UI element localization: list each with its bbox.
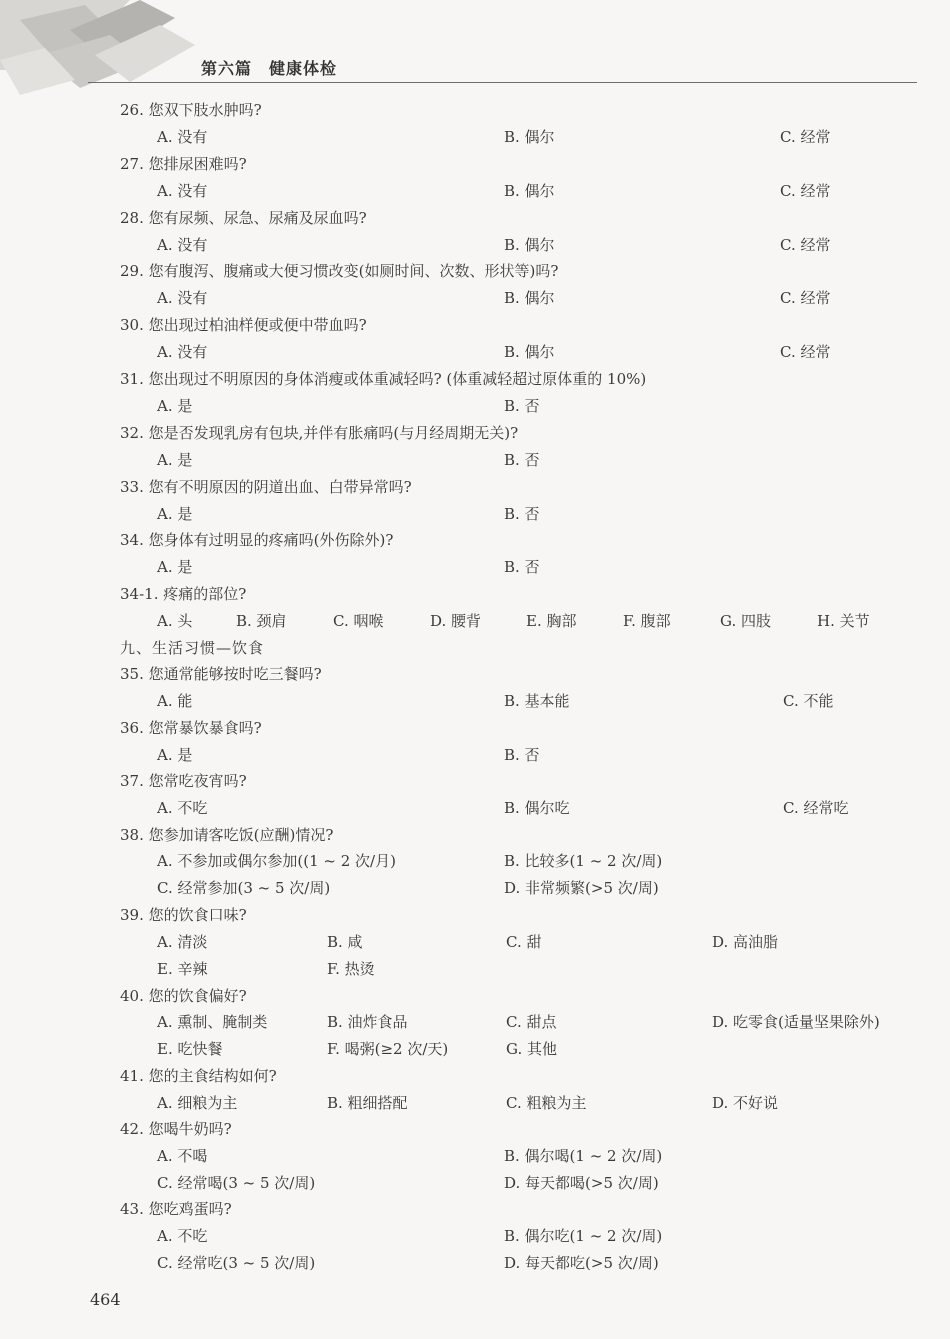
answer-option: C. 经常 bbox=[780, 128, 831, 146]
answer-option: C. 经常吃 bbox=[783, 799, 849, 817]
question-text: 39. 您的饮食口味? bbox=[120, 906, 247, 924]
answer-option: A. 没有 bbox=[157, 236, 208, 254]
answer-option: D. 腰背 bbox=[430, 612, 482, 630]
question-text: 34. 您身体有过明显的疼痛吗(外伤除外)? bbox=[120, 531, 394, 549]
answer-option: C. 经常 bbox=[780, 182, 831, 200]
question-text: 31. 您出现过不明原因的身体消瘦或体重减轻吗? (体重减轻超过原体重的 10%) bbox=[120, 370, 647, 388]
answer-option: H. 关节 bbox=[817, 612, 870, 630]
answer-option: C. 经常吃(3 ~ 5 次/周) bbox=[157, 1254, 316, 1272]
answer-option: A. 没有 bbox=[157, 128, 208, 146]
answer-option: A. 是 bbox=[157, 505, 193, 523]
answer-option: D. 高油脂 bbox=[712, 933, 779, 951]
answer-option: A. 清淡 bbox=[157, 933, 208, 951]
answer-option: B. 否 bbox=[504, 746, 540, 764]
answer-option: C. 甜 bbox=[506, 933, 542, 951]
answer-option: B. 比较多(1 ~ 2 次/周) bbox=[504, 852, 663, 870]
answer-option: D. 非常频繁(>5 次/周) bbox=[504, 879, 659, 897]
section-heading: 九、生活习惯—饮食 bbox=[120, 639, 265, 657]
question-text: 43. 您吃鸡蛋吗? bbox=[120, 1200, 232, 1218]
answer-option: B. 偶尔 bbox=[504, 343, 555, 361]
answer-option: E. 吃快餐 bbox=[157, 1040, 223, 1058]
answer-option: C. 咽喉 bbox=[333, 612, 384, 630]
answer-option: B. 咸 bbox=[327, 933, 363, 951]
question-text: 28. 您有尿频、尿急、尿痛及尿血吗? bbox=[120, 209, 367, 227]
answer-option: F. 热烫 bbox=[327, 960, 375, 978]
question-text: 34-1. 疼痛的部位? bbox=[120, 585, 247, 603]
question-text: 42. 您喝牛奶吗? bbox=[120, 1120, 232, 1138]
answer-option: C. 经常参加(3 ~ 5 次/周) bbox=[157, 879, 331, 897]
answer-option: F. 喝粥(≥2 次/天) bbox=[327, 1040, 449, 1058]
answer-option: B. 偶尔 bbox=[504, 289, 555, 307]
answer-option: D. 每天都吃(>5 次/周) bbox=[504, 1254, 659, 1272]
answer-option: B. 粗细搭配 bbox=[327, 1094, 408, 1112]
question-text: 27. 您排尿困难吗? bbox=[120, 155, 247, 173]
answer-option: A. 不喝 bbox=[157, 1147, 208, 1165]
answer-option: A. 不吃 bbox=[157, 799, 208, 817]
question-text: 29. 您有腹泻、腹痛或大便习惯改变(如厕时间、次数、形状等)吗? bbox=[120, 262, 559, 280]
answer-option: A. 是 bbox=[157, 746, 193, 764]
answer-option: C. 经常 bbox=[780, 236, 831, 254]
answer-option: B. 基本能 bbox=[504, 692, 570, 710]
question-text: 37. 您常吃夜宵吗? bbox=[120, 772, 247, 790]
answer-option: B. 否 bbox=[504, 397, 540, 415]
question-text: 36. 您常暴饮暴食吗? bbox=[120, 719, 262, 737]
question-text: 40. 您的饮食偏好? bbox=[120, 987, 247, 1005]
answer-option: A. 能 bbox=[157, 692, 193, 710]
answer-option: B. 偶尔 bbox=[504, 236, 555, 254]
answer-option: C. 不能 bbox=[783, 692, 834, 710]
question-text: 30. 您出现过柏油样便或便中带血吗? bbox=[120, 316, 367, 334]
answer-option: A. 熏制、腌制类 bbox=[157, 1013, 268, 1031]
answer-option: A. 不吃 bbox=[157, 1227, 208, 1245]
question-text: 35. 您通常能够按时吃三餐吗? bbox=[120, 665, 322, 683]
answer-option: C. 甜点 bbox=[506, 1013, 557, 1031]
answer-option: A. 是 bbox=[157, 397, 193, 415]
answer-option: D. 不好说 bbox=[712, 1094, 779, 1112]
question-text: 41. 您的主食结构如何? bbox=[120, 1067, 277, 1085]
answer-option: D. 每天都喝(>5 次/周) bbox=[504, 1174, 659, 1192]
answer-option: A. 没有 bbox=[157, 289, 208, 307]
answer-option: B. 偶尔吃(1 ~ 2 次/周) bbox=[504, 1227, 663, 1245]
answer-option: A. 没有 bbox=[157, 343, 208, 361]
answer-option: E. 胸部 bbox=[526, 612, 577, 630]
answer-option: B. 油炸食品 bbox=[327, 1013, 408, 1031]
answer-option: E. 辛辣 bbox=[157, 960, 208, 978]
answer-option: B. 偶尔 bbox=[504, 182, 555, 200]
answer-option: A. 是 bbox=[157, 451, 193, 469]
answer-option: B. 否 bbox=[504, 558, 540, 576]
answer-option: G. 其他 bbox=[506, 1040, 557, 1058]
answer-option: C. 经常喝(3 ~ 5 次/周) bbox=[157, 1174, 316, 1192]
page-number: 464 bbox=[90, 1290, 121, 1309]
answer-option: C. 经常 bbox=[780, 289, 831, 307]
question-text: 33. 您有不明原因的阴道出血、白带异常吗? bbox=[120, 478, 412, 496]
answer-option: A. 不参加或偶尔参加((1 ~ 2 次/月) bbox=[157, 852, 396, 870]
question-text: 38. 您参加请客吃饭(应酬)情况? bbox=[120, 826, 334, 844]
question-text: 26. 您双下肢水肿吗? bbox=[120, 101, 262, 119]
answer-option: A. 是 bbox=[157, 558, 193, 576]
answer-option: B. 否 bbox=[504, 505, 540, 523]
answer-option: D. 吃零食(适量坚果除外) bbox=[712, 1013, 880, 1031]
answer-option: B. 否 bbox=[504, 451, 540, 469]
answer-option: A. 头 bbox=[157, 612, 193, 630]
question-text: 32. 您是否发现乳房有包块,并伴有胀痛吗(与月经周期无关)? bbox=[120, 424, 519, 442]
answer-option: B. 偶尔喝(1 ~ 2 次/周) bbox=[504, 1147, 663, 1165]
header-rule bbox=[88, 82, 917, 83]
answer-option: B. 颈肩 bbox=[236, 612, 287, 630]
answer-option: G. 四肢 bbox=[720, 612, 771, 630]
answer-option: A. 没有 bbox=[157, 182, 208, 200]
answer-option: B. 偶尔 bbox=[504, 128, 555, 146]
chapter-title: 第六篇 健康体检 bbox=[201, 59, 338, 78]
answer-option: C. 经常 bbox=[780, 343, 831, 361]
answer-option: C. 粗粮为主 bbox=[506, 1094, 587, 1112]
answer-option: F. 腹部 bbox=[623, 612, 671, 630]
answer-option: B. 偶尔吃 bbox=[504, 799, 570, 817]
answer-option: A. 细粮为主 bbox=[157, 1094, 238, 1112]
corner-decoration bbox=[0, 0, 200, 95]
